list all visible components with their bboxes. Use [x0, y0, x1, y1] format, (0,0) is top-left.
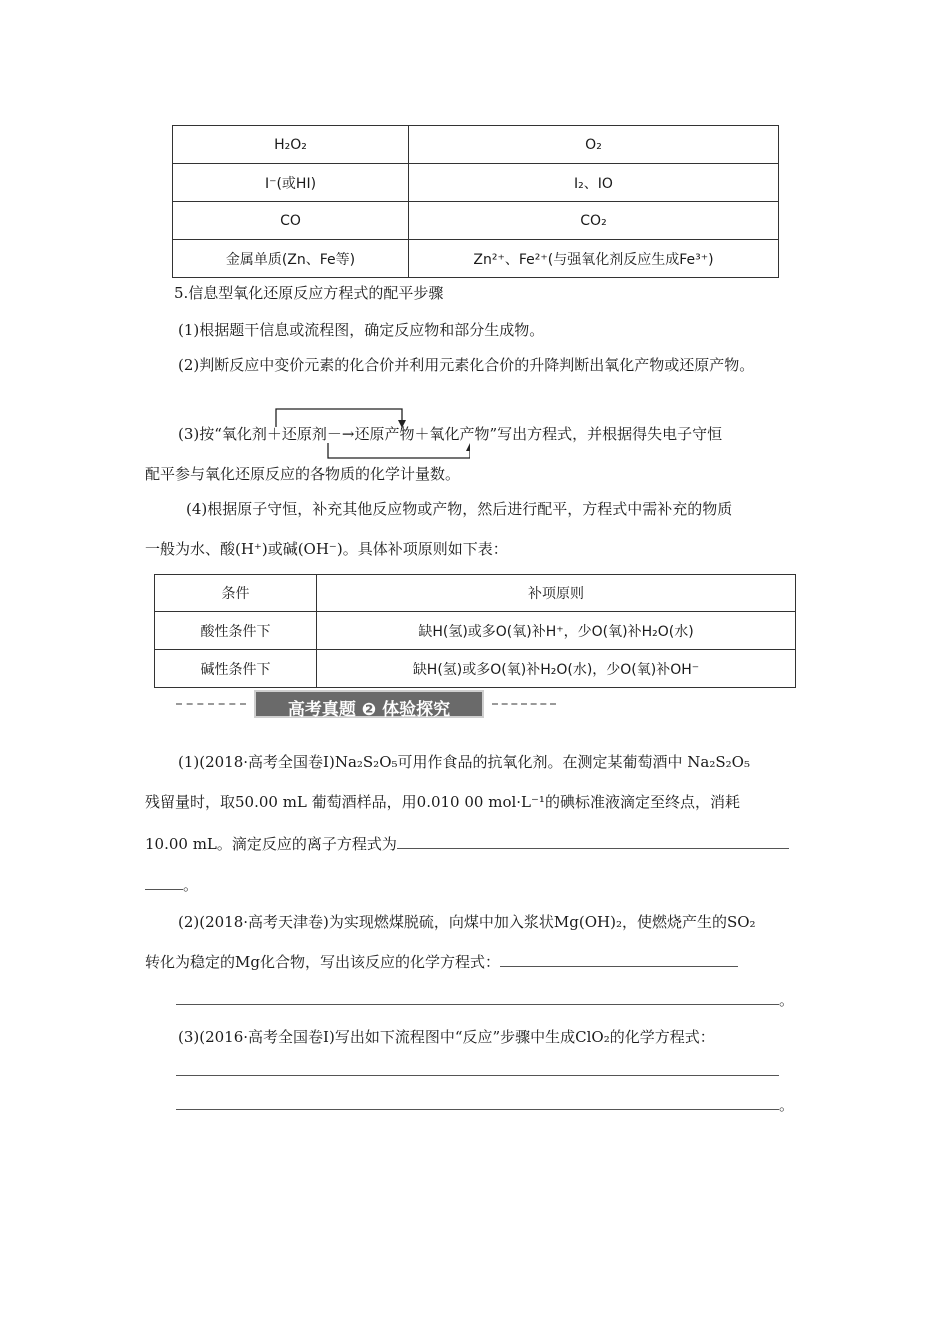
table-header: 补项原则 — [317, 575, 796, 612]
answer-blank[interactable] — [176, 1004, 779, 1005]
question-1-prompt: 10.00 mL。滴定反应的离子方程式为 — [145, 835, 397, 853]
step-3-line2: 配平参与氧化还原反应的各物质的化学计量数。 — [145, 465, 461, 483]
table-cell: I⁻(或HI) — [173, 164, 409, 202]
question-1-line2: 残留量时，取50.00 mL 葡萄酒样品，用0.010 00 mol·L⁻¹的碘标准液滴定至终点，消耗 — [145, 793, 740, 811]
answer-blank[interactable] — [176, 1075, 779, 1076]
table-cell: 酸性条件下 — [155, 612, 317, 650]
question-2-line2 — [145, 952, 738, 972]
table-cell: H₂O₂ — [173, 126, 409, 164]
answer-blank[interactable] — [397, 848, 789, 849]
question-3-line1: (3)(2016·高考全国卷Ⅰ)写出如下流程图中“反应”步骤中生成ClO₂的化学方程式： — [178, 1028, 715, 1046]
table-cell: CO — [173, 202, 409, 240]
banner-title: 高考真题 ❷ 体验探究 — [287, 700, 451, 720]
answer-blank[interactable] — [145, 889, 183, 890]
step-4-line1: (4)根据原子守恒，补充其他反应物或产物，然后进行配平，方程式中需补充的物质 — [186, 500, 733, 518]
table-cell: 金属单质(Zn、Fe等) — [173, 240, 409, 278]
step-4-line2: 一般为水、酸(H⁺)或碱(OH⁻)。具体补项原则如下表： — [145, 540, 508, 558]
question-2-line3 — [176, 990, 794, 1010]
redox-pairs-table — [172, 125, 779, 278]
banner-divider-right — [492, 703, 556, 705]
question-2-line1: (2)(2018·高考天津卷)为实现燃煤脱硫，向煤中加入浆状Mg(OH)₂，使燃烧产生的SO₂ — [178, 913, 756, 931]
period: 。 — [183, 876, 199, 894]
question-1-line3 — [145, 834, 789, 854]
step-2: (2)判断反应中变价元素的化合价并利用元素化合价的升降判断出氧化产物或还原产物。 — [178, 356, 755, 374]
step-1: (1)根据题干信息或流程图，确定反应物和部分生成物。 — [178, 321, 545, 339]
table-cell: I₂、IO — [409, 164, 779, 202]
table-cell: 碱性条件下 — [155, 650, 317, 688]
answer-blank[interactable] — [500, 966, 738, 967]
table-cell: CO₂ — [409, 202, 779, 240]
step-3-line1: (3)按“氧化剂＋还原剂－→还原产物＋氧化产物”写出方程式，并根据得失电子守恒 — [178, 425, 723, 443]
table-cell: O₂ — [409, 126, 779, 164]
period: 。 — [779, 1096, 795, 1114]
supplement-rules-table — [154, 574, 796, 688]
table-cell: 缺H(氢)或多O(氧)补H⁺，少O(氧)补H₂O(水) — [317, 612, 796, 650]
period: 。 — [779, 991, 795, 1009]
question-3-line3 — [176, 1095, 794, 1115]
banner-box — [254, 690, 484, 718]
answer-blank[interactable] — [176, 1109, 779, 1110]
section-title: 5.信息型氧化还原反应方程式的配平步骤 — [174, 284, 444, 302]
section-banner — [176, 690, 556, 720]
question-1-line4 — [145, 875, 198, 895]
table-cell: 缺H(氢)或多O(氧)补H₂O(水)，少O(氧)补OH⁻ — [317, 650, 796, 688]
question-2-prompt: 转化为稳定的Mg化合物，写出该反应的化学方程式： — [145, 953, 500, 971]
table-cell: Zn²⁺、Fe²⁺(与强氧化剂反应生成Fe³⁺) — [409, 240, 779, 278]
banner-divider-left — [176, 703, 246, 705]
question-1-line1: (1)(2018·高考全国卷Ⅰ)Na₂S₂O₅可用作食品的抗氧化剂。在测定某葡萄酒中 Na₂S₂O₅ — [178, 753, 750, 771]
table-header: 条件 — [155, 575, 317, 612]
